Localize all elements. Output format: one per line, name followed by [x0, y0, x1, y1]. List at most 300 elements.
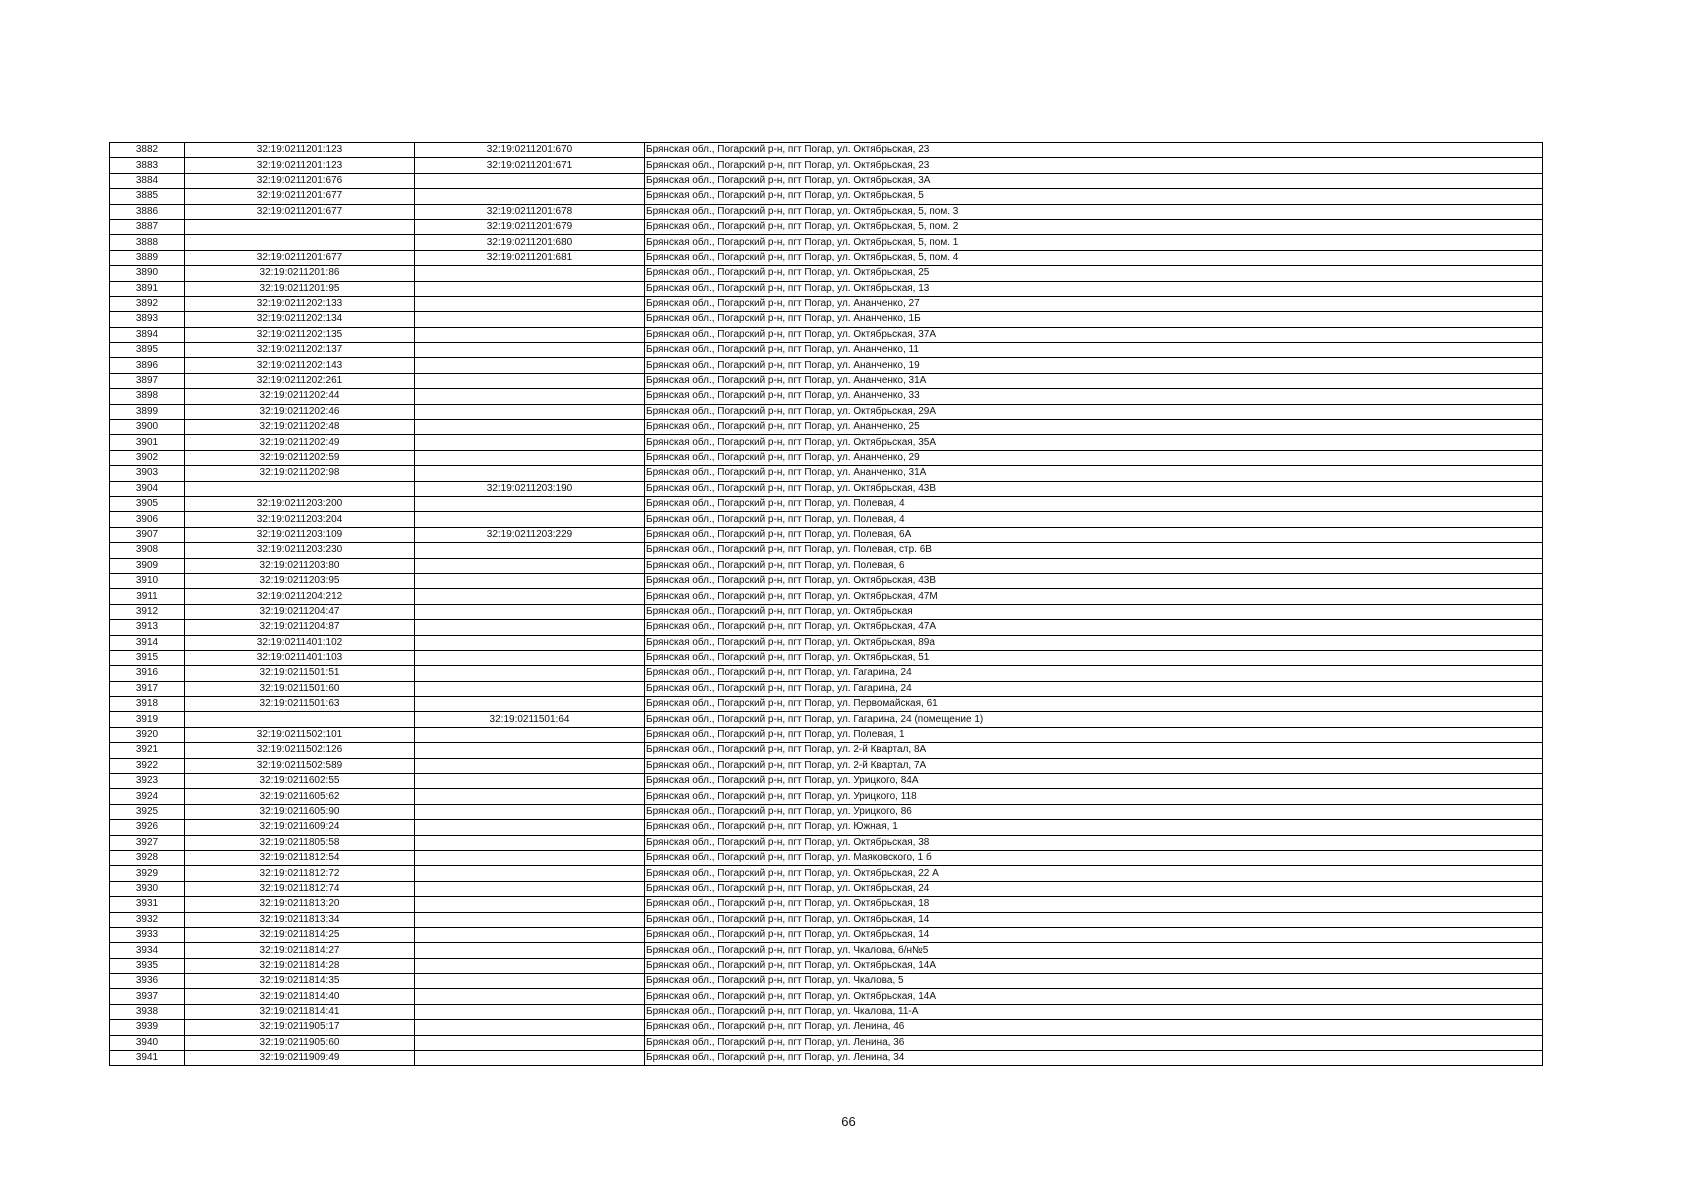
address-cell: Брянская обл., Погарский р-н, пгт Погар, ул. Полевая, 6	[645, 558, 1543, 573]
row-number-cell: 3928	[110, 850, 185, 865]
table-row	[110, 312, 1543, 327]
address-cell: Брянская обл., Погарский р-н, пгт Погар, ул. Октябрьская, 47А	[645, 620, 1543, 635]
address-cell: Брянская обл., Погарский р-н, пгт Погар, ул. Октябрьская, 47М	[645, 589, 1543, 604]
row-number-cell: 3916	[110, 666, 185, 681]
object-cadastral-number-cell	[415, 312, 645, 327]
row-number-cell: 3902	[110, 450, 185, 465]
table-row	[110, 235, 1543, 250]
address-cell: Брянская обл., Погарский р-н, пгт Погар, ул. Южная, 1	[645, 820, 1543, 835]
address-cell: Брянская обл., Погарский р-н, пгт Погар, ул. Чкалова, 5	[645, 974, 1543, 989]
address-cell: Брянская обл., Погарский р-н, пгт Погар, ул. Полевая, 4	[645, 512, 1543, 527]
object-cadastral-number-cell	[415, 189, 645, 204]
table-row	[110, 681, 1543, 696]
address-cell: Брянская обл., Погарский р-н, пгт Погар, ул. Маяковского, 1 б	[645, 850, 1543, 865]
address-cell: Брянская обл., Погарский р-н, пгт Погар, ул. Ананченко, 25	[645, 420, 1543, 435]
cadastral-number-cell: 32:19:0211202:59	[185, 450, 415, 465]
cadastral-number-cell	[185, 219, 415, 234]
row-number-cell: 3904	[110, 481, 185, 496]
cadastral-number-cell: 32:19:0211813:20	[185, 897, 415, 912]
cadastral-number-cell: 32:19:0211203:230	[185, 543, 415, 558]
address-cell: Брянская обл., Погарский р-н, пгт Погар, ул. Ленина, 46	[645, 1020, 1543, 1035]
cadastral-number-cell: 32:19:0211814:40	[185, 989, 415, 1004]
row-number-cell: 3892	[110, 296, 185, 311]
table-row	[110, 912, 1543, 927]
object-cadastral-number-cell: 32:19:0211201:670	[415, 143, 645, 158]
cadastral-number-cell: 32:19:0211203:109	[185, 527, 415, 542]
address-cell: Брянская обл., Погарский р-н, пгт Погар, ул. Октябрьская, 23	[645, 143, 1543, 158]
table-row	[110, 327, 1543, 342]
cadastral-number-cell: 32:19:0211203:80	[185, 558, 415, 573]
table-row	[110, 958, 1543, 973]
row-number-cell: 3927	[110, 835, 185, 850]
table-row	[110, 466, 1543, 481]
row-number-cell: 3908	[110, 543, 185, 558]
row-number-cell: 3935	[110, 958, 185, 973]
cadastral-number-cell: 32:19:0211502:101	[185, 727, 415, 742]
cadastral-number-cell: 32:19:0211501:60	[185, 681, 415, 696]
object-cadastral-number-cell	[415, 912, 645, 927]
address-cell: Брянская обл., Погарский р-н, пгт Погар, ул. Ананченко, 31А	[645, 466, 1543, 481]
cadastral-number-cell: 32:19:0211602:55	[185, 774, 415, 789]
row-number-cell: 3920	[110, 727, 185, 742]
table-row	[110, 496, 1543, 511]
row-number-cell: 3900	[110, 420, 185, 435]
address-cell: Брянская обл., Погарский р-н, пгт Погар, ул. Октябрьская, 5, пом. 2	[645, 219, 1543, 234]
row-number-cell: 3895	[110, 343, 185, 358]
row-number-cell: 3893	[110, 312, 185, 327]
row-number-cell: 3890	[110, 266, 185, 281]
cadastral-number-cell: 32:19:0211202:137	[185, 343, 415, 358]
cadastral-number-cell: 32:19:0211202:143	[185, 358, 415, 373]
table-row	[110, 881, 1543, 896]
address-cell: Брянская обл., Погарский р-н, пгт Погар, ул. Полевая, 4	[645, 496, 1543, 511]
object-cadastral-number-cell	[415, 420, 645, 435]
row-number-cell: 3882	[110, 143, 185, 158]
address-cell: Брянская обл., Погарский р-н, пгт Погар, ул. Ананченко, 1Б	[645, 312, 1543, 327]
object-cadastral-number-cell	[415, 697, 645, 712]
object-cadastral-number-cell: 32:19:0211201:671	[415, 158, 645, 173]
address-cell: Брянская обл., Погарский р-н, пгт Погар, ул. Октябрьская, 22 А	[645, 866, 1543, 881]
object-cadastral-number-cell	[415, 881, 645, 896]
object-cadastral-number-cell	[415, 804, 645, 819]
row-number-cell: 3887	[110, 219, 185, 234]
object-cadastral-number-cell	[415, 958, 645, 973]
cadastral-number-cell: 32:19:0211204:47	[185, 604, 415, 619]
table-row	[110, 835, 1543, 850]
row-number-cell: 3936	[110, 974, 185, 989]
cadastral-number-cell: 32:19:0211501:51	[185, 666, 415, 681]
address-cell: Брянская обл., Погарский р-н, пгт Погар, ул. Октябрьская, 51	[645, 650, 1543, 665]
cadastral-number-cell: 32:19:0211812:74	[185, 881, 415, 896]
object-cadastral-number-cell	[415, 789, 645, 804]
row-number-cell: 3901	[110, 435, 185, 450]
cadastral-number-cell: 32:19:0211609:24	[185, 820, 415, 835]
object-cadastral-number-cell	[415, 389, 645, 404]
object-cadastral-number-cell	[415, 974, 645, 989]
address-cell: Брянская обл., Погарский р-н, пгт Погар, ул. Урицкого, 118	[645, 789, 1543, 804]
object-cadastral-number-cell	[415, 466, 645, 481]
cadastral-number-cell: 32:19:0211905:60	[185, 1035, 415, 1050]
address-cell: Брянская обл., Погарский р-н, пгт Погар, ул. Гагарина, 24 (помещение 1)	[645, 712, 1543, 727]
address-cell: Брянская обл., Погарский р-н, пгт Погар, ул. Октябрьская, 5	[645, 189, 1543, 204]
address-cell: Брянская обл., Погарский р-н, пгт Погар, ул. Полевая, 6А	[645, 527, 1543, 542]
address-cell: Брянская обл., Погарский р-н, пгт Погар, ул. Октябрьская, 29А	[645, 404, 1543, 419]
cadastral-number-cell: 32:19:0211501:63	[185, 697, 415, 712]
object-cadastral-number-cell	[415, 1004, 645, 1019]
address-cell: Брянская обл., Погарский р-н, пгт Погар, ул. Октябрьская, 43В	[645, 573, 1543, 588]
cadastral-number-cell: 32:19:0211201:123	[185, 143, 415, 158]
table-row	[110, 158, 1543, 173]
table-row	[110, 758, 1543, 773]
cadastral-number-cell: 32:19:0211202:48	[185, 420, 415, 435]
object-cadastral-number-cell	[415, 866, 645, 881]
object-cadastral-number-cell	[415, 543, 645, 558]
row-number-cell: 3897	[110, 373, 185, 388]
cadastral-number-cell: 32:19:0211203:204	[185, 512, 415, 527]
table-row	[110, 850, 1543, 865]
address-cell: Брянская обл., Погарский р-н, пгт Погар, ул. Октябрьская, 25	[645, 266, 1543, 281]
row-number-cell: 3886	[110, 204, 185, 219]
address-cell: Брянская обл., Погарский р-н, пгт Погар, ул. Октябрьская, 14А	[645, 989, 1543, 1004]
object-cadastral-number-cell: 32:19:0211201:679	[415, 219, 645, 234]
cadastral-number-cell: 32:19:0211201:676	[185, 173, 415, 188]
table-row	[110, 573, 1543, 588]
table-row	[110, 620, 1543, 635]
table-row	[110, 804, 1543, 819]
table-row	[110, 420, 1543, 435]
cadastral-number-cell: 32:19:0211203:200	[185, 496, 415, 511]
cadastral-number-cell: 32:19:0211814:41	[185, 1004, 415, 1019]
object-cadastral-number-cell	[415, 850, 645, 865]
table-row	[110, 389, 1543, 404]
object-cadastral-number-cell	[415, 774, 645, 789]
object-cadastral-number-cell	[415, 327, 645, 342]
object-cadastral-number-cell	[415, 758, 645, 773]
cadastral-number-cell: 32:19:0211202:261	[185, 373, 415, 388]
table-row	[110, 589, 1543, 604]
cadastral-number-cell: 32:19:0211814:28	[185, 958, 415, 973]
object-cadastral-number-cell	[415, 404, 645, 419]
cadastral-number-cell	[185, 235, 415, 250]
address-cell: Брянская обл., Погарский р-н, пгт Погар, ул. Октябрьская, 35А	[645, 435, 1543, 450]
row-number-cell: 3888	[110, 235, 185, 250]
register-table	[109, 142, 1543, 1066]
cadastral-number-cell: 32:19:0211201:677	[185, 189, 415, 204]
row-number-cell: 3899	[110, 404, 185, 419]
row-number-cell: 3913	[110, 620, 185, 635]
object-cadastral-number-cell: 32:19:0211201:681	[415, 250, 645, 265]
cadastral-number-cell: 32:19:0211201:86	[185, 266, 415, 281]
table-row	[110, 143, 1543, 158]
object-cadastral-number-cell	[415, 1035, 645, 1050]
row-number-cell: 3938	[110, 1004, 185, 1019]
row-number-cell: 3919	[110, 712, 185, 727]
row-number-cell: 3906	[110, 512, 185, 527]
table-row	[110, 296, 1543, 311]
object-cadastral-number-cell	[415, 1020, 645, 1035]
cadastral-number-cell: 32:19:0211812:72	[185, 866, 415, 881]
address-cell: Брянская обл., Погарский р-н, пгт Погар, ул. Полевая, 1	[645, 727, 1543, 742]
address-cell: Брянская обл., Погарский р-н, пгт Погар, ул. Октябрьская	[645, 604, 1543, 619]
row-number-cell: 3918	[110, 697, 185, 712]
row-number-cell: 3933	[110, 927, 185, 942]
table-row	[110, 697, 1543, 712]
address-cell: Брянская обл., Погарский р-н, пгт Погар, ул. Октябрьская, 89а	[645, 635, 1543, 650]
object-cadastral-number-cell: 32:19:0211501:64	[415, 712, 645, 727]
row-number-cell: 3934	[110, 943, 185, 958]
cadastral-number-cell: 32:19:0211814:27	[185, 943, 415, 958]
cadastral-number-cell: 32:19:0211204:212	[185, 589, 415, 604]
object-cadastral-number-cell	[415, 173, 645, 188]
address-cell: Брянская обл., Погарский р-н, пгт Погар, ул. Гагарина, 24	[645, 681, 1543, 696]
address-cell: Брянская обл., Погарский р-н, пгт Погар, ул. 2-й Квартал, 7А	[645, 758, 1543, 773]
cadastral-number-cell: 32:19:0211812:54	[185, 850, 415, 865]
table-row	[110, 450, 1543, 465]
cadastral-number-cell: 32:19:0211202:98	[185, 466, 415, 481]
cadastral-number-cell: 32:19:0211201:677	[185, 250, 415, 265]
table-row	[110, 204, 1543, 219]
object-cadastral-number-cell	[415, 820, 645, 835]
table-row	[110, 943, 1543, 958]
row-number-cell: 3891	[110, 281, 185, 296]
table-row	[110, 173, 1543, 188]
row-number-cell: 3923	[110, 774, 185, 789]
object-cadastral-number-cell	[415, 989, 645, 1004]
object-cadastral-number-cell	[415, 835, 645, 850]
row-number-cell: 3885	[110, 189, 185, 204]
address-cell: Брянская обл., Погарский р-н, пгт Погар, ул. Чкалова, 11-А	[645, 1004, 1543, 1019]
row-number-cell: 3911	[110, 589, 185, 604]
address-cell: Брянская обл., Погарский р-н, пгт Погар, ул. Ленина, 34	[645, 1051, 1543, 1066]
address-cell: Брянская обл., Погарский р-н, пгт Погар, ул. Чкалова, б/н№5	[645, 943, 1543, 958]
row-number-cell: 3910	[110, 573, 185, 588]
table-row	[110, 650, 1543, 665]
row-number-cell: 3931	[110, 897, 185, 912]
object-cadastral-number-cell	[415, 558, 645, 573]
table-row	[110, 558, 1543, 573]
object-cadastral-number-cell	[415, 650, 645, 665]
object-cadastral-number-cell	[415, 743, 645, 758]
address-cell: Брянская обл., Погарский р-н, пгт Погар, ул. Октябрьская, 23	[645, 158, 1543, 173]
object-cadastral-number-cell	[415, 604, 645, 619]
table-row	[110, 358, 1543, 373]
row-number-cell: 3912	[110, 604, 185, 619]
table-row	[110, 250, 1543, 265]
cadastral-number-cell: 32:19:0211202:46	[185, 404, 415, 419]
object-cadastral-number-cell	[415, 496, 645, 511]
row-number-cell: 3894	[110, 327, 185, 342]
address-cell: Брянская обл., Погарский р-н, пгт Погар, ул. Октябрьская, 3А	[645, 173, 1543, 188]
table-row	[110, 1004, 1543, 1019]
object-cadastral-number-cell	[415, 266, 645, 281]
address-cell: Брянская обл., Погарский р-н, пгт Погар, ул. Гагарина, 24	[645, 666, 1543, 681]
address-cell: Брянская обл., Погарский р-н, пгт Погар, ул. Ананченко, 29	[645, 450, 1543, 465]
object-cadastral-number-cell	[415, 573, 645, 588]
row-number-cell: 3937	[110, 989, 185, 1004]
address-cell: Брянская обл., Погарский р-н, пгт Погар, ул. Октябрьская, 43В	[645, 481, 1543, 496]
table-row	[110, 820, 1543, 835]
page-number: 66	[841, 1114, 856, 1129]
table-row	[110, 604, 1543, 619]
register-table-body	[110, 143, 1543, 1066]
address-cell: Брянская обл., Погарский р-н, пгт Погар, ул. Октябрьская, 5, пом. 3	[645, 204, 1543, 219]
cadastral-number-cell: 32:19:0211201:123	[185, 158, 415, 173]
object-cadastral-number-cell	[415, 450, 645, 465]
cadastral-number-cell: 32:19:0211202:133	[185, 296, 415, 311]
cadastral-number-cell: 32:19:0211202:49	[185, 435, 415, 450]
address-cell: Брянская обл., Погарский р-н, пгт Погар, ул. Октябрьская, 13	[645, 281, 1543, 296]
cadastral-number-cell: 32:19:0211401:103	[185, 650, 415, 665]
table-row	[110, 404, 1543, 419]
cadastral-number-cell: 32:19:0211905:17	[185, 1020, 415, 1035]
address-cell: Брянская обл., Погарский р-н, пгт Погар, ул. Октябрьская, 5, пом. 4	[645, 250, 1543, 265]
table-row	[110, 774, 1543, 789]
row-number-cell: 3921	[110, 743, 185, 758]
row-number-cell: 3889	[110, 250, 185, 265]
cadastral-number-cell: 32:19:0211202:135	[185, 327, 415, 342]
address-cell: Брянская обл., Погарский р-н, пгт Погар, ул. Ананченко, 27	[645, 296, 1543, 311]
cadastral-number-cell: 32:19:0211401:102	[185, 635, 415, 650]
object-cadastral-number-cell	[415, 927, 645, 942]
object-cadastral-number-cell	[415, 943, 645, 958]
address-cell: Брянская обл., Погарский р-н, пгт Погар, ул. Октябрьская, 14А	[645, 958, 1543, 973]
row-number-cell: 3917	[110, 681, 185, 696]
object-cadastral-number-cell: 32:19:0211203:229	[415, 527, 645, 542]
object-cadastral-number-cell	[415, 373, 645, 388]
table-row	[110, 1020, 1543, 1035]
row-number-cell: 3929	[110, 866, 185, 881]
address-cell: Брянская обл., Погарский р-н, пгт Погар, ул. 2-й Квартал, 8А	[645, 743, 1543, 758]
table-row	[110, 373, 1543, 388]
cadastral-number-cell: 32:19:0211202:134	[185, 312, 415, 327]
row-number-cell: 3926	[110, 820, 185, 835]
table-row	[110, 974, 1543, 989]
table-row	[110, 1035, 1543, 1050]
table-row	[110, 927, 1543, 942]
object-cadastral-number-cell	[415, 358, 645, 373]
table-row	[110, 481, 1543, 496]
table-row	[110, 727, 1543, 742]
cadastral-number-cell: 32:19:0211805:58	[185, 835, 415, 850]
cadastral-number-cell	[185, 481, 415, 496]
address-cell: Брянская обл., Погарский р-н, пгт Погар, ул. Первомайская, 61	[645, 697, 1543, 712]
object-cadastral-number-cell	[415, 635, 645, 650]
row-number-cell: 3883	[110, 158, 185, 173]
table-row	[110, 1051, 1543, 1066]
table-row	[110, 866, 1543, 881]
address-cell: Брянская обл., Погарский р-н, пгт Погар, ул. Октябрьская, 37А	[645, 327, 1543, 342]
object-cadastral-number-cell: 32:19:0211203:190	[415, 481, 645, 496]
row-number-cell: 3898	[110, 389, 185, 404]
cadastral-number-cell: 32:19:0211814:25	[185, 927, 415, 942]
object-cadastral-number-cell	[415, 512, 645, 527]
address-cell: Брянская обл., Погарский р-н, пгт Погар, ул. Ананченко, 19	[645, 358, 1543, 373]
cadastral-number-cell: 32:19:0211502:126	[185, 743, 415, 758]
cadastral-number-cell	[185, 712, 415, 727]
row-number-cell: 3909	[110, 558, 185, 573]
table-row	[110, 897, 1543, 912]
object-cadastral-number-cell	[415, 1051, 645, 1066]
row-number-cell: 3924	[110, 789, 185, 804]
cadastral-number-cell: 32:19:0211814:35	[185, 974, 415, 989]
object-cadastral-number-cell	[415, 727, 645, 742]
cadastral-number-cell: 32:19:0211203:95	[185, 573, 415, 588]
row-number-cell: 3939	[110, 1020, 185, 1035]
address-cell: Брянская обл., Погарский р-н, пгт Погар, ул. Ананченко, 11	[645, 343, 1543, 358]
cadastral-number-cell: 32:19:0211202:44	[185, 389, 415, 404]
object-cadastral-number-cell	[415, 897, 645, 912]
address-cell: Брянская обл., Погарский р-н, пгт Погар, ул. Октябрьская, 18	[645, 897, 1543, 912]
row-number-cell: 3925	[110, 804, 185, 819]
object-cadastral-number-cell	[415, 281, 645, 296]
table-row	[110, 266, 1543, 281]
cadastral-number-cell: 32:19:0211204:87	[185, 620, 415, 635]
table-row	[110, 635, 1543, 650]
cadastral-number-cell: 32:19:0211909:49	[185, 1051, 415, 1066]
address-cell: Брянская обл., Погарский р-н, пгт Погар, ул. Октябрьская, 14	[645, 927, 1543, 942]
row-number-cell: 3903	[110, 466, 185, 481]
object-cadastral-number-cell: 32:19:0211201:678	[415, 204, 645, 219]
address-cell: Брянская обл., Погарский р-н, пгт Погар, ул. Полевая, стр. 6В	[645, 543, 1543, 558]
row-number-cell: 3915	[110, 650, 185, 665]
table-row	[110, 189, 1543, 204]
object-cadastral-number-cell	[415, 343, 645, 358]
cadastral-number-cell: 32:19:0211201:677	[185, 204, 415, 219]
row-number-cell: 3940	[110, 1035, 185, 1050]
row-number-cell: 3914	[110, 635, 185, 650]
row-number-cell: 3884	[110, 173, 185, 188]
table-row	[110, 219, 1543, 234]
row-number-cell: 3941	[110, 1051, 185, 1066]
object-cadastral-number-cell: 32:19:0211201:680	[415, 235, 645, 250]
table-row	[110, 712, 1543, 727]
table-row	[110, 527, 1543, 542]
table-row	[110, 343, 1543, 358]
table-row	[110, 543, 1543, 558]
cadastral-number-cell: 32:19:0211502:589	[185, 758, 415, 773]
object-cadastral-number-cell	[415, 620, 645, 635]
row-number-cell: 3932	[110, 912, 185, 927]
address-cell: Брянская обл., Погарский р-н, пгт Погар, ул. Ананченко, 31А	[645, 373, 1543, 388]
object-cadastral-number-cell	[415, 589, 645, 604]
object-cadastral-number-cell	[415, 666, 645, 681]
row-number-cell: 3922	[110, 758, 185, 773]
address-cell: Брянская обл., Погарский р-н, пгт Погар, ул. Октябрьская, 14	[645, 912, 1543, 927]
address-cell: Брянская обл., Погарский р-н, пгт Погар, ул. Урицкого, 86	[645, 804, 1543, 819]
address-cell: Брянская обл., Погарский р-н, пгт Погар, ул. Октябрьская, 38	[645, 835, 1543, 850]
table-row	[110, 512, 1543, 527]
table-row	[110, 989, 1543, 1004]
table-row	[110, 281, 1543, 296]
cadastral-number-cell: 32:19:0211201:95	[185, 281, 415, 296]
row-number-cell: 3896	[110, 358, 185, 373]
object-cadastral-number-cell	[415, 435, 645, 450]
address-cell: Брянская обл., Погарский р-н, пгт Погар, ул. Октябрьская, 24	[645, 881, 1543, 896]
row-number-cell: 3930	[110, 881, 185, 896]
address-cell: Брянская обл., Погарский р-н, пгт Погар, ул. Октябрьская, 5, пом. 1	[645, 235, 1543, 250]
table-row	[110, 666, 1543, 681]
address-cell: Брянская обл., Погарский р-н, пгт Погар, ул. Ананченко, 33	[645, 389, 1543, 404]
address-cell: Брянская обл., Погарский р-н, пгт Погар, ул. Ленина, 36	[645, 1035, 1543, 1050]
cadastral-number-cell: 32:19:0211813:34	[185, 912, 415, 927]
row-number-cell: 3907	[110, 527, 185, 542]
table-row	[110, 743, 1543, 758]
row-number-cell: 3905	[110, 496, 185, 511]
object-cadastral-number-cell	[415, 296, 645, 311]
cadastral-number-cell: 32:19:0211605:62	[185, 789, 415, 804]
table-row	[110, 789, 1543, 804]
cadastral-number-cell: 32:19:0211605:90	[185, 804, 415, 819]
